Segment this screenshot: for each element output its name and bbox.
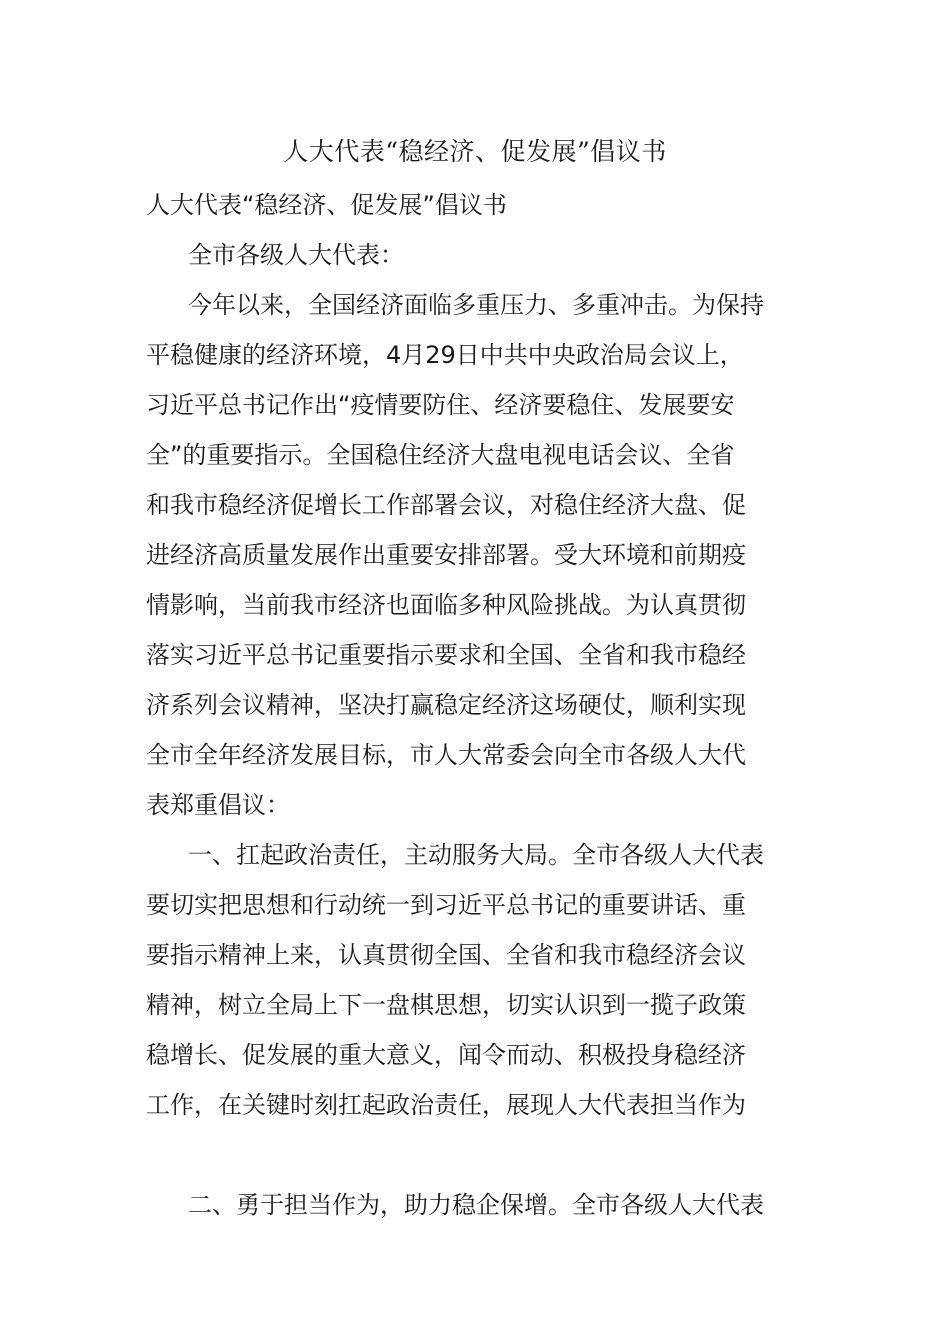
paragraph-line: 落实习近平总书记重要指示要求和全国、全省和我市稳经 (146, 641, 746, 669)
paragraph-line: 稳增长、促发展的重大意义，闻令而动、积极投身稳经济 (146, 1041, 746, 1069)
paragraph-line: 表郑重倡议： (146, 791, 290, 819)
body-heading: 人大代表“稳经济、促发展”倡议书 (146, 191, 507, 219)
paragraph-line: 精神，树立全局上下一盘棋思想，切实认识到一揽子政策 (146, 991, 746, 1019)
paragraph-line: 要切实把思想和行动统一到习近平总书记的重要讲话、重 (146, 891, 746, 919)
paragraph-line: 工作，在关键时刻扛起政治责任，展现人大代表担当作为 (146, 1091, 746, 1119)
paragraph-line: 全”的重要指示。全国稳住经济大盘电视电话会议、全省 (146, 441, 735, 469)
paragraph-line: 进经济高质量发展作出重要安排部署。受大环境和前期疫 (146, 541, 746, 569)
paragraph-line: 济系列会议精神，坚决打赢稳定经济这场硬仗，顺利实现 (146, 691, 746, 719)
paragraph-line: 要指示精神上来，认真贯彻全国、全省和我市稳经济会议 (146, 941, 746, 969)
paragraph-line: 一、扛起政治责任，主动服务大局。全市各级人大代表 (188, 841, 764, 869)
document-title: 人大代表“稳经济、促发展”倡议书 (283, 137, 667, 166)
salutation: 全市各级人大代表： (188, 241, 404, 269)
paragraph-line: 今年以来，全国经济面临多重压力、多重冲击。为保持 (188, 291, 764, 319)
paragraph-line: 平稳健康的经济环境，4月29日中共中央政治局会议上， (146, 341, 744, 369)
document-body (146, 180, 808, 1230)
paragraph-line: 全市全年经济发展目标，市人大常委会向全市各级人大代 (146, 741, 746, 769)
paragraph-line: 情影响，当前我市经济也面临多种风险挑战。为认真贯彻 (146, 591, 746, 619)
paragraph-line: 习近平总书记作出“疫情要防住、经济要稳住、发展要安 (146, 391, 735, 419)
paragraph-spacer (146, 1130, 808, 1180)
paragraph-line: 和我市稳经济促增长工作部署会议，对稳住经济大盘、促 (146, 491, 746, 519)
paragraph-line: 二、勇于担当作为，助力稳企保增。全市各级人大代表 (188, 1191, 764, 1219)
